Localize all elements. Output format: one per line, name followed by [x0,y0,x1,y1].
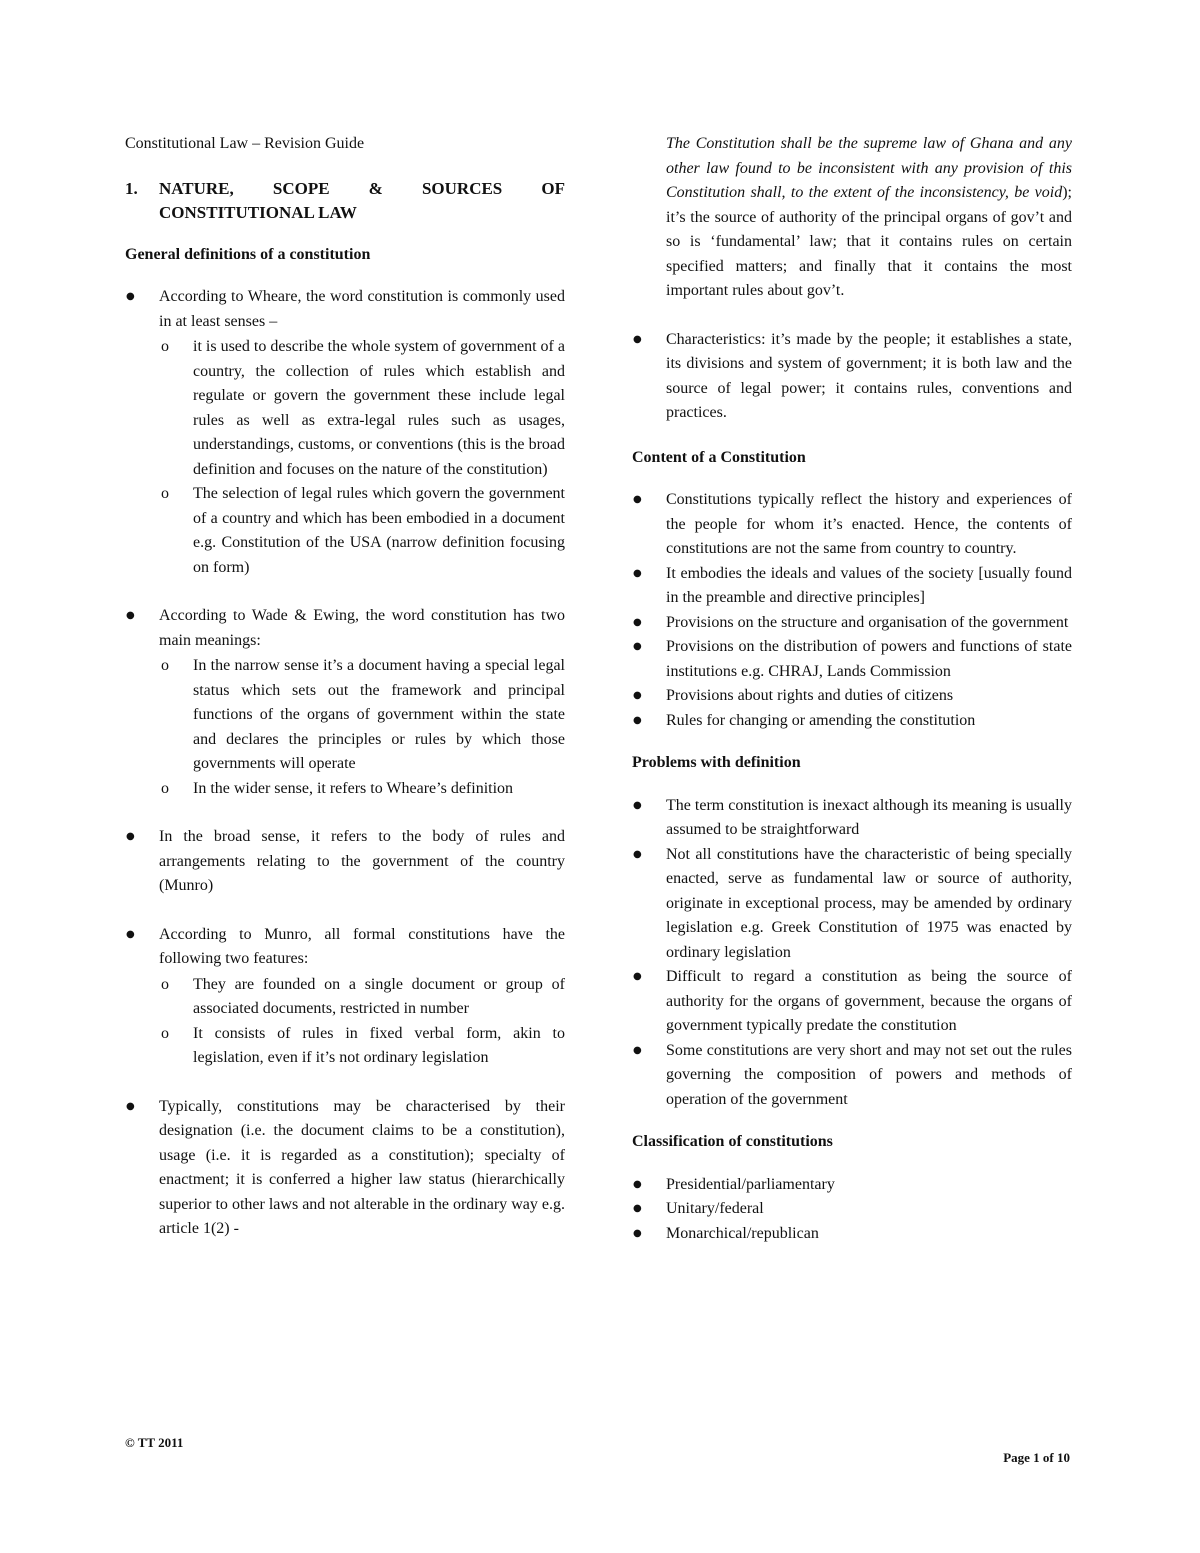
wheare-intro: According to Wheare, the word constitution is commonly used in at least senses – [159,288,565,330]
list-item: ● The term constitution is inexact although its meaning is usually assumed to be straightforward [632,794,1072,843]
page-label: Page [1003,1450,1030,1465]
characteristics-list [632,328,1072,426]
list-item: ● Unitary/federal [632,1197,1072,1222]
list-item: ● Some constitutions are very short and may not set out the rules governing the composition of powers and methods of operation of the government [632,1039,1072,1113]
section-number: 1. [125,178,138,198]
sub-list [159,973,565,1071]
document-title: Constitutional Law – Revision Guide [125,135,365,152]
right-column [632,132,1072,1246]
sub-list [159,335,565,580]
list-item: ● Presidential/parliamentary [632,1173,1072,1198]
list-item: ● Not all constitutions have the characteristic of being specially enacted, serve as fundamental law or source of authority, originate in exceptional process, may be amended by ordinary legislation e.g. Greek Constitution of 1975 was enacted by ordinary legislation [632,843,1072,966]
section-heading [125,177,565,225]
definitions-list [125,285,565,1242]
list-item: ● In the broad sense, it refers to the body of rules and arrangements relating to the government of the country (Munro) [125,825,565,899]
list-item: ● Provisions about rights and duties of citizens [632,684,1072,709]
list-item: ● Constitutions typically reflect the history and experiences of the people for whom it’s enacted. Hence, the contents of constitutions are not the same from country to country. [632,488,1072,562]
list-item: ● Typically, constitutions may be characterised by their designation (i.e. the document claims to be a constitution), usage (i.e. it is regarded as a constitution); specialty of enactment; it is conferred a higher law status (hierarchically superior to other laws and not alterable in the ordinary way e.g. article 1(2) - [125,1095,565,1242]
list-item: ● Provisions on the structure and organisation of the government [632,611,1072,636]
left-column [125,132,565,1242]
problems-heading: Problems with definition [632,754,801,771]
content-list [632,488,1072,733]
list-item: ● Difficult to regard a constitution as being the source of authority for the organs of government, because the organs of government typically predate the constitution [632,965,1072,1039]
sub-item: o In the narrow sense it’s a document having a special legal status which sets out the framework and principal functions of the organs of government within the state and declares the principles or rules by which those governments will operate [125,654,565,777]
list-item [125,285,565,580]
list-item: ● Monarchical/republican [632,1222,1072,1247]
problems-list [632,794,1072,1113]
continued-paragraph [632,132,1072,304]
sub-item: o The selection of legal rules which govern the government of a country and which has been embodied in a document e.g. Constitution of the USA (narrow definition focusing on form) [125,482,565,580]
sub-item: o They are founded on a single document or group of associated documents, restricted in number [125,973,565,1022]
page-number: 1 [1033,1450,1040,1465]
content-heading: Content of a Constitution [632,448,806,466]
munro-intro: According to Munro, all formal constitutions have the following two features: [159,925,565,967]
quoted-article: The Constitution shall be the supreme law of Ghana and any other law found to be inconsistent with any provision of this Constitution shall, to the extent of the inconsistency, be void [666,135,1072,201]
list-item: ● Provisions on the distribution of powers and functions of state institutions e.g. CHRAJ, Lands Commission [632,635,1072,684]
classification-list [632,1173,1072,1247]
copyright-footer: © TT 2011 [125,1435,184,1450]
list-item: ● Characteristics: it’s made by the people; it establishes a state, its divisions and system of government; it is both law and the source of legal power; it contains rules, conventions and practices. [632,328,1072,426]
classification-heading: Classification of constitutions [632,1133,833,1150]
page-number-footer [1003,1446,1070,1471]
general-definitions-heading: General definitions of a constitution [125,245,371,263]
section-title: NATURE, SCOPE & SOURCES OF CONSTITUTIONAL LAW [159,178,565,222]
list-item: ● It embodies the ideals and values of the society [usually found in the preamble and directive principles] [632,562,1072,611]
of-label: of [1042,1450,1054,1465]
list-item [125,923,565,1071]
page-total: 10 [1057,1450,1070,1465]
sub-item: o it is used to describe the whole system of government of a country, the collection of rules which establish and regulate or govern the government these include legal rules as well as extra-legal rules such as usages, understandings, customs, or conventions (this is the broad definition and focuses on the nature of the constitution) [125,335,565,482]
continued-text: ); it’s the source of authority of the principal organs of gov’t and so is ‘fundamental’ law; that it contains rules on certain specified matters; and finally that it contains the most important rules about gov’t. [666,184,1072,299]
sub-item: o It consists of rules in fixed verbal form, akin to legislation, even if it’s not ordinary legislation [125,1022,565,1071]
list-item: ● Rules for changing or amending the constitution [632,709,1072,734]
wade-intro: According to Wade & Ewing, the word constitution has two main meanings: [159,607,565,649]
sub-item: o In the wider sense, it refers to Wheare’s definition [125,777,565,802]
list-item [125,604,565,801]
sub-list [159,654,565,801]
